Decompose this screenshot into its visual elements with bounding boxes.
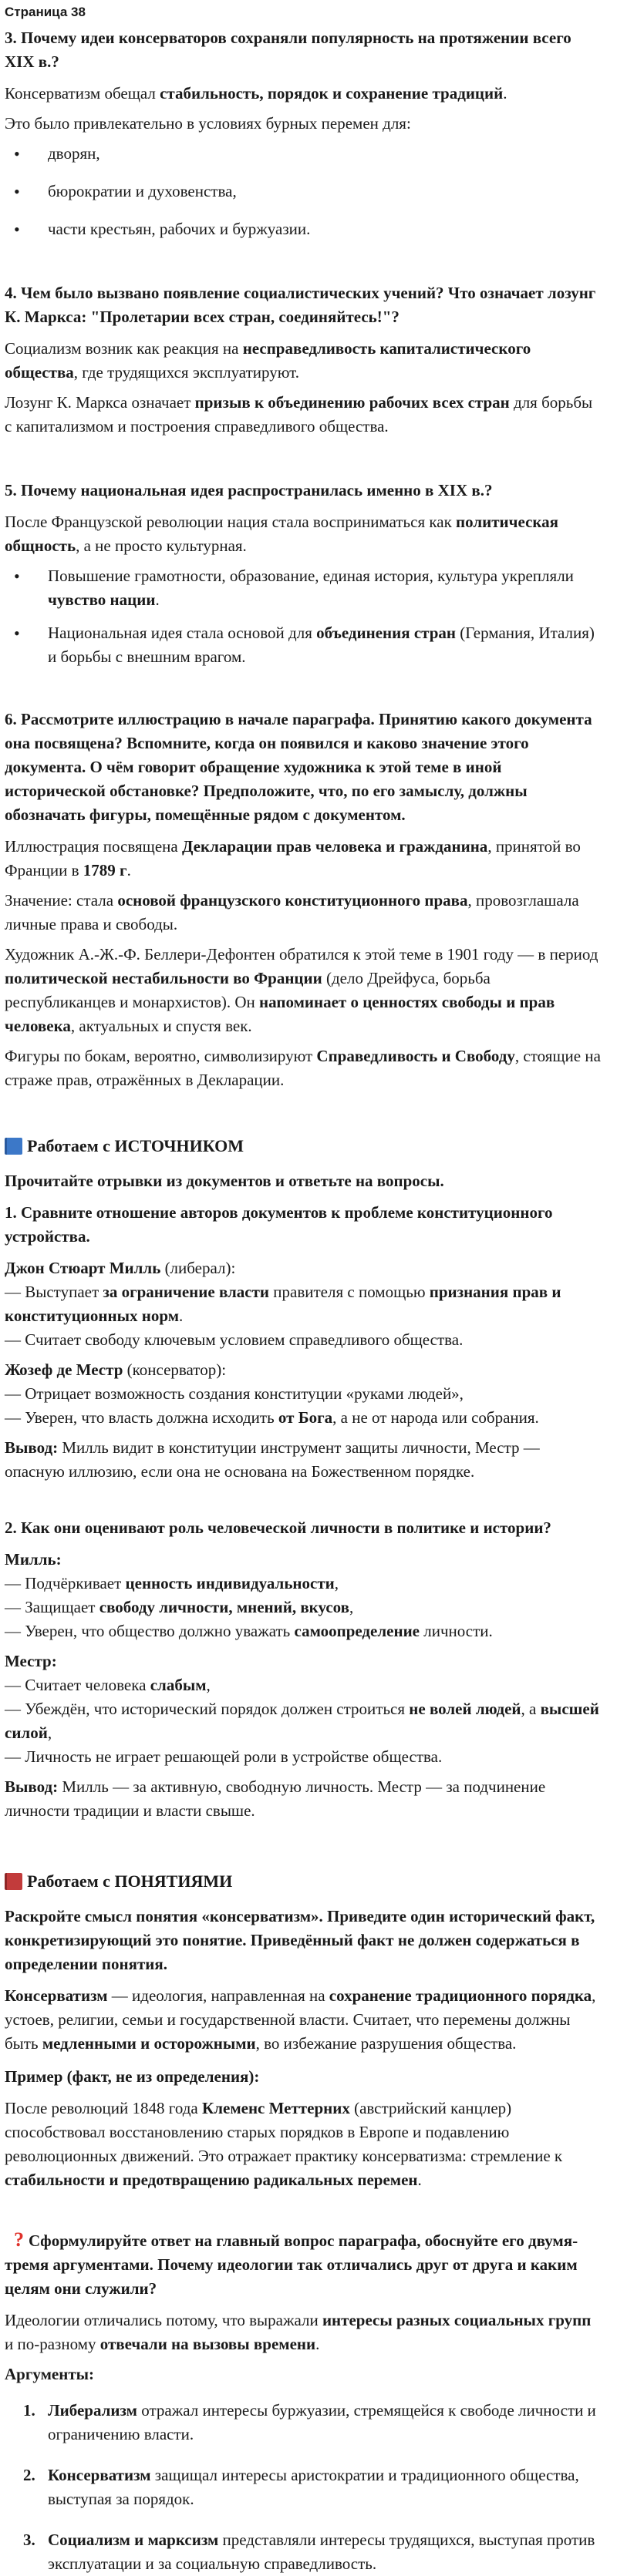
maistre2-line-2: — Убеждён, что исторический порядок должен строиться не волей людей, а высшей силой, [5,1700,599,1742]
q6-answer-3: Художник А.-Ж.-Ф. Беллери-Дефонтен обратился к этой теме в 1901 году — в период политической нестабильности во Франции (дело Дрейфуса, борьба республиканцев и монархистов). Он напоминает о ценностях свободы и прав человека, актуальных и спустя век. [5,945,598,1035]
q5-answer-1: После Французской революции нация стала восприниматься как политическая общность, а не просто культурная. [5,513,559,555]
mill2-line-2: — Защищает свободу личности, мнений, вкусов, [5,1598,354,1616]
mill2-line-3: — Уверен, что общество должно уважать самоопределение личности. [5,1622,493,1640]
list-item: 2. Консерватизм защищал интересы аристократии и традиционного общества, выступая за порядок. [23,2466,579,2508]
sources-conclusion-2: Вывод: Милль — за активную, свободную личность. Местр — за подчинение личности традиции и власти свыше. [5,1777,546,1820]
list-item: 1. Либерализм отражал интересы буржуазии, стремящейся к свободе личности и ограничению власти. [23,2401,596,2443]
question-3-title: 3. Почему идеи консерваторов сохраняли популярность на протяжении всего XIX в.? [5,29,571,71]
main-answer: Идеологии отличались потому, что выражали интересы разных социальных групп и по-разному отвечали на вызовы времени. [5,2311,592,2353]
arguments-list [5,2399,603,2576]
maistre-label: Жозеф де Местр (консерватор): [5,1360,227,1379]
maistre2-line-1: — Считает человека слабым, [5,1676,211,1694]
concepts-example-label: Пример (факт, не из определения): [5,2067,260,2086]
q6-answer-2: Значение: стала основой французского конституционного права, провозглашала личные права и свободы. [5,891,579,933]
sources-question-2: 2. Как они оценивают роль человеческой личности в политике и истории? [5,1518,551,1537]
question-5-title: 5. Почему национальная идея распространилась именно в XIX в.? [5,481,493,499]
list-item: • Повышение грамотности, образование, единая история, культура укрепляли чувство нации. [5,564,603,612]
q3-answer-2: Это было привлекательно в условиях бурных перемен для: [5,114,411,133]
q3-answer-1: Консерватизм обещал стабильность, порядок и сохранение традиций. [5,84,507,103]
q4-answer-1: Социализм возник как реакция на несправедливость капиталистического общества, где трудящихся эксплуатируют. [5,339,531,382]
concepts-task: Раскройте смысл понятия «консерватизм». Приведите один исторический факт, конкретизирующий это понятие. Приведённый факт не должен содержаться в определении понятия. [5,1907,595,1973]
mill-label: Джон Стюарт Милль (либерал): [5,1259,236,1277]
sources-question-1: 1. Сравните отношение авторов документов к проблеме конституционного устройства. [5,1203,553,1246]
list-item: • Национальная идея стала основой для объединения стран (Германия, Италия) и борьбы с внешним врагом. [5,621,603,669]
question-mark-icon: ? [14,2228,24,2251]
concepts-heading: Работаем с ПОНЯТИЯМИ [5,1869,603,1894]
q4-answer-2: Лозунг К. Маркса означает призыв к объединению рабочих всех стран для борьбы с капитализмом и построения справедливого общества. [5,393,593,435]
mill2-line-1: — Подчёркивает ценность индивидуальности, [5,1574,339,1592]
maistre-line-1: — Отрицает возможность создания конституции «руками людей», [5,1384,464,1403]
list-item: • дворян, [5,142,603,166]
q3-list [5,142,603,241]
concepts-definition: Консерватизм — идеология, направленная на сохранение традиционного порядка, устоев, религии, семьи и государственной власти. Считает, что перемены должны быть медленными и осторожными, во избежание разрушения общества. [5,1986,596,2053]
list-item: 3. Социализм и марксизм представляли интересы трудящихся, выступая против эксплуатации и за социальную справедливость. [23,2531,595,2573]
maistre2-line-3: — Личность не играет решающей роли в устройстве общества. [5,1747,443,1766]
list-item: • бюрократии и духовенства, [5,180,603,203]
question-6-title: 6. Рассмотрите иллюстрацию в начале параграфа. Принятию какого документа она посвящена? Вспомните, когда он появился и каково значение этого документа. О чём говорит обращение художника к этой теме в иной исторической обстановке? Предположите, что, по его замыслу, должны обозначать фигуры, помещённые рядом с документом. [5,710,592,824]
sources-intro: Прочитайте отрывки из документов и ответьте на вопросы. [5,1172,444,1190]
mill2-label: Милль: [5,1550,62,1569]
sources-heading: Работаем с ИСТОЧНИКОМ [5,1134,603,1159]
q5-list [5,564,603,669]
page-number-label: Страница 38 [5,5,86,19]
q6-answer-1: Иллюстрация посвящена Декларации прав человека и гражданина, принятой во Франции в 1789 г. [5,837,581,879]
question-4-title: 4. Чем было вызвано появление социалистических учений? Что означает лозунг К. Маркса: "Пролетарии всех стран, соединяйтесь!"? [5,284,596,326]
main-question-title: ? Сформулируйте ответ на главный вопрос параграфа, обоснуйте его двумя-тремя аргументами. Почему идеологии так отличались друг от друга и каким целям они служили? [5,2228,578,2298]
concepts-example: После революций 1848 года Клеменс Меттерних (австрийский канцлер) способствовал восстановлению старых порядков в Европе и подавлению революционных движений. Это отражает практику консерватизма: стремление к стабильности и предотвращению радикальных перемен. [5,2099,563,2189]
sources-conclusion-1: Вывод: Милль видит в конституции инструмент защиты личности, Местр — опасную иллюзию, если она не основана на Божественном порядке. [5,1438,540,1481]
mill-line-1: — Выступает за ограничение власти правителя с помощью признания прав и конституционных норм. [5,1283,561,1325]
red-book-icon [5,1873,22,1890]
q6-answer-4: Фигуры по бокам, вероятно, символизируют Справедливость и Свободу, стоящие на страже прав, отражённых в Декларации. [5,1047,601,1089]
maistre2-label: Местр: [5,1652,57,1670]
mill-line-2: — Считает свободу ключевым условием справедливого общества. [5,1330,464,1349]
maistre-line-2: — Уверен, что власть должна исходить от Бога, а не от народа или собрания. [5,1408,539,1427]
blue-book-icon [5,1138,22,1155]
list-item: • части крестьян, рабочих и буржуазии. [5,217,603,241]
arguments-label: Аргументы: [5,2365,95,2383]
